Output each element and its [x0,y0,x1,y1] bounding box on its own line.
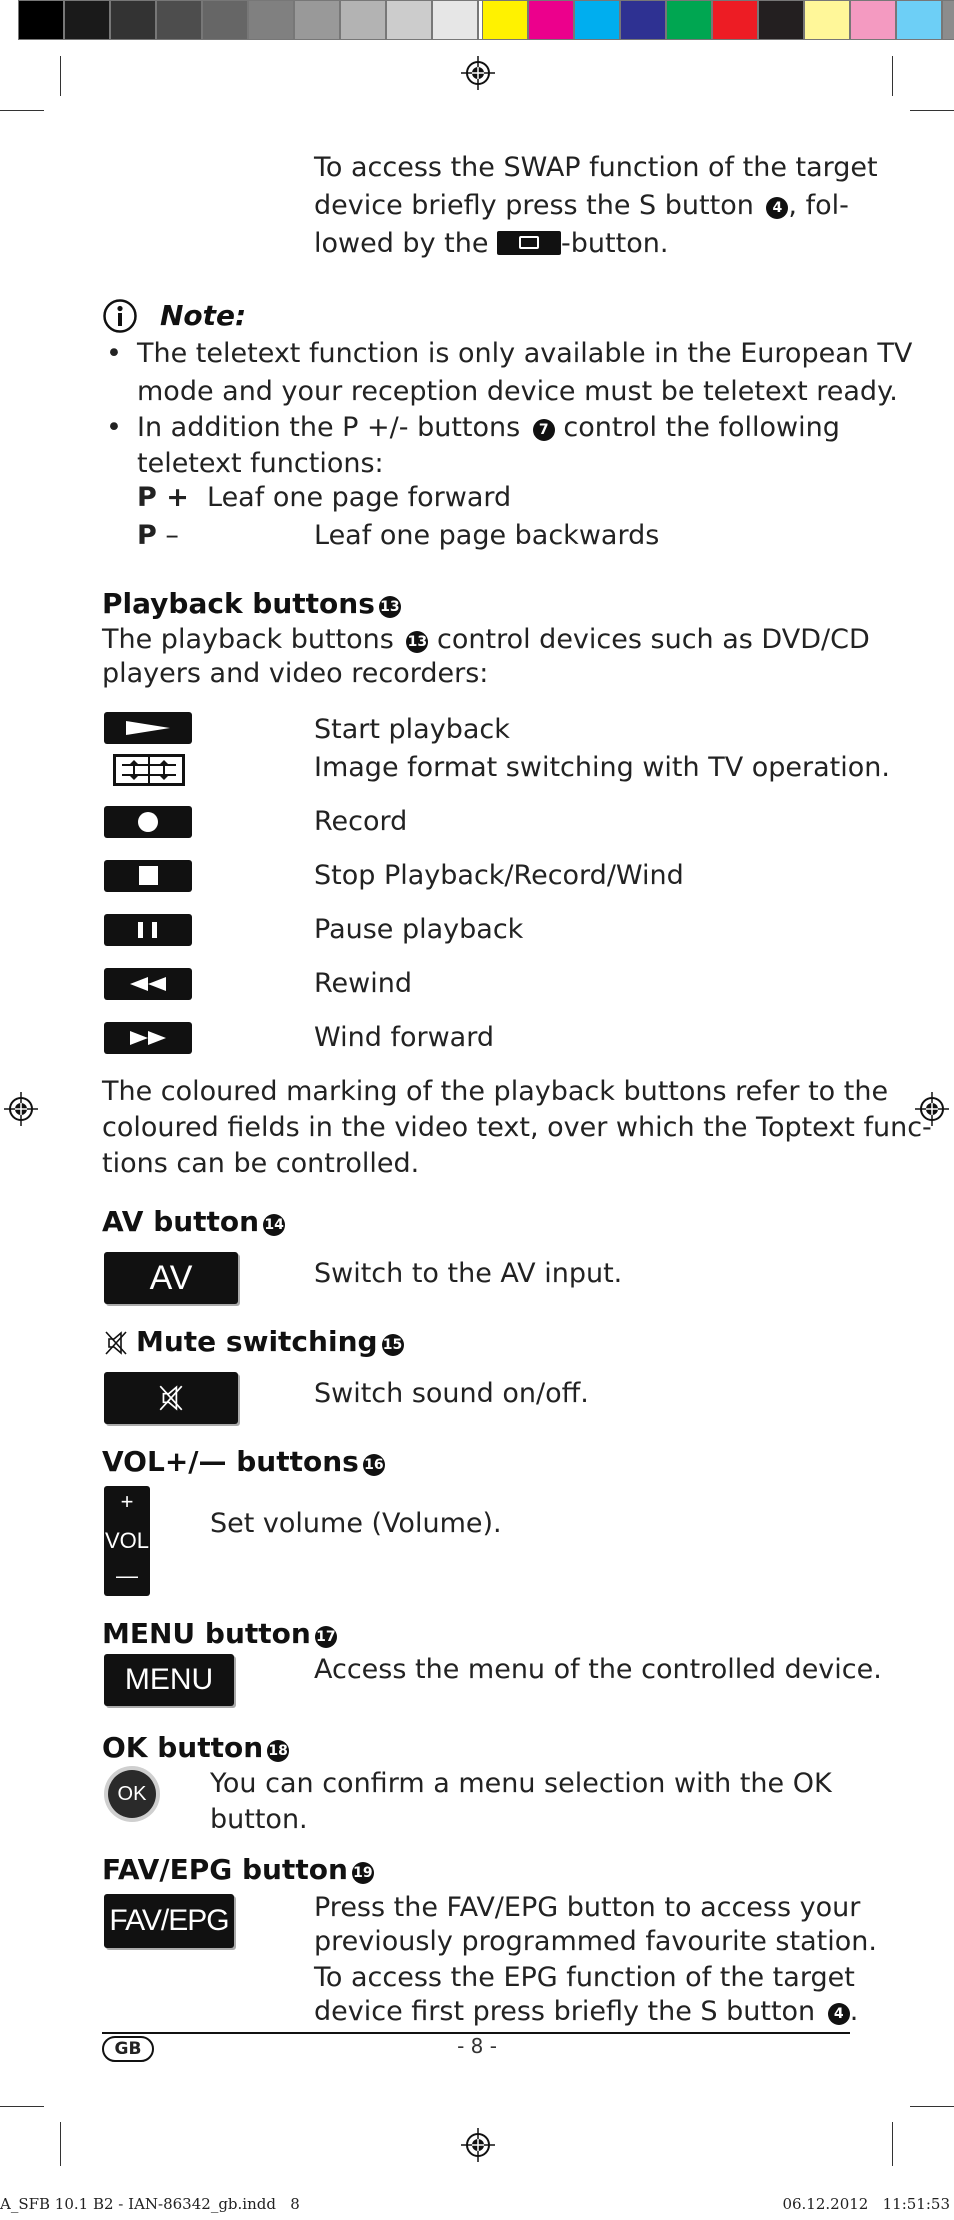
color-swatch [432,0,478,40]
vol-plus-label: + [120,1489,134,1514]
fast-forward-icon [104,1022,192,1054]
p-minus-key [137,518,179,554]
vol-label: VOL [104,1528,150,1553]
crop-mark [892,56,893,96]
gray-color-bar [18,0,524,44]
mute-heading [136,1324,404,1360]
mute-icon [158,1384,184,1412]
ref-number: 14 [263,1214,285,1236]
ref-number: 4 [766,197,788,219]
color-swatch [666,0,712,40]
p-minus-text: Leaf one page backwards [314,520,660,551]
playback-intro-text: control devices such as DVD/CD [428,624,870,655]
note-text: The teletext function is only available in the European TV [137,338,913,369]
registration-mark-icon [461,2128,495,2162]
ref-number: 13 [379,596,401,618]
fav-text-part: . [849,1996,859,2027]
page-number: - 8 - [457,2034,497,2058]
color-swatch [156,0,202,40]
bullet: • [106,338,122,369]
ok-text: button. [210,1804,308,1835]
print-datetime: 06.12.2012 11:51:53 [782,2195,950,2213]
p-plus-key: P + [137,482,189,513]
av-heading [102,1204,285,1240]
intro-text: , fol- [788,190,849,221]
ref-number: 4 [828,2003,850,2025]
intro-line [314,226,668,262]
note-text-part: control the following [554,412,840,443]
crop-mark [60,56,61,96]
mute-button [104,1372,238,1424]
menu-button [104,1654,234,1706]
note-title: Note: [160,299,247,332]
crop-mark [892,2122,893,2166]
playback-item-text: Pause playback [314,914,524,945]
registration-mark-icon [4,1092,38,1126]
menu-text: Access the menu of the controlled device. [314,1654,882,1685]
fav-text: Press the FAV/EPG button to access your [314,1892,861,1923]
process-color-bar [482,0,954,44]
registration-mark-icon [461,56,495,90]
ref-number: 13 [406,631,428,653]
color-swatch [942,0,954,40]
color-swatch [804,0,850,40]
color-swatch [574,0,620,40]
info-icon [102,298,138,334]
pause-icon [104,914,192,946]
vol-heading-text: VOL+/— buttons [102,1445,359,1478]
playback-item-text: Record [314,806,408,837]
fav-epg-button [104,1894,234,1948]
ref-number: 17 [315,1626,337,1648]
fav-text: To access the EPG function of the target [314,1962,855,1993]
intro-line [314,188,849,224]
color-swatch [758,0,804,40]
intro-text: device briefly press the S button [314,190,763,221]
playback-heading-text: Playback buttons [102,587,375,620]
p-minus-dash: – [165,520,179,551]
crop-mark [0,110,44,111]
ref-number: 18 [267,1740,289,1762]
playback-item-text: Image format switching with TV operation. [314,752,890,783]
playback-note: tions can be controlled. [102,1148,420,1179]
country-badge: GB [102,2036,154,2062]
record-icon [104,806,192,838]
playback-intro-text: The playback buttons [102,624,403,655]
crop-mark [910,2106,954,2107]
ref-number: 19 [352,1862,374,1884]
playback-item-text: Stop Playback/Record/Wind [314,860,684,891]
intro-line: To access the SWAP function of the target [314,152,878,183]
playback-item-text: Wind forward [314,1022,494,1053]
av-text: Switch to the AV input. [314,1258,623,1289]
av-button [104,1252,238,1304]
intro-text: lowed by the [314,228,498,259]
vol-button [104,1486,150,1596]
fav-text: previously programmed favourite station. [314,1926,877,1957]
color-swatch [620,0,666,40]
fav-heading-text: FAV/EPG button [102,1853,348,1886]
crop-mark [60,2122,61,2166]
color-swatch [110,0,156,40]
color-swatch [202,0,248,40]
menu-heading-text: MENU button [102,1617,311,1650]
mute-icon [104,1330,128,1356]
p-plus-text: Leaf one page forward [207,482,512,513]
ok-text: You can confirm a menu selection with the OK [210,1768,832,1799]
ok-button [104,1766,160,1822]
fav-epg-button-label: FAV/EPG [109,1904,229,1937]
color-swatch [294,0,340,40]
ref-number: 16 [363,1454,385,1476]
crop-mark [910,110,954,111]
playback-item-text: Rewind [314,968,412,999]
note-text: mode and your reception device must be teletext ready. [137,376,898,407]
playback-item-text: Start playback [314,714,510,745]
stop-icon [104,860,192,892]
note-text: teletext functions: [137,448,384,479]
file-name: A_SFB 10.1 B2 - IAN-86342_gb.indd 8 [0,2195,300,2213]
vol-minus-label: — [116,1563,138,1588]
ok-heading-text: OK button [102,1731,264,1764]
playback-intro: players and video recorders: [102,658,489,689]
menu-heading [102,1616,337,1652]
mute-text: Switch sound on/off. [314,1378,589,1409]
ref-number: 7 [533,419,555,441]
playback-note: coloured fields in the video text, over which the Toptext func- [102,1112,932,1143]
playback-intro [102,622,870,658]
fav-text [314,1994,858,2030]
image-format-icon [112,752,186,788]
rewind-icon [104,968,192,1000]
vol-heading [102,1444,385,1480]
av-heading-text: AV button [102,1205,260,1238]
play-icon [104,712,192,744]
swap-button-icon [497,231,561,255]
vol-text: Set volume (Volume). [210,1508,502,1539]
color-swatch [850,0,896,40]
menu-button-label: MENU [124,1663,214,1696]
color-swatch [896,0,942,40]
color-swatch [64,0,110,40]
note-text [137,410,840,446]
color-swatch [340,0,386,40]
color-swatch [386,0,432,40]
intro-text: -button. [561,228,669,259]
playback-note: The coloured marking of the playback buttons refer to the [102,1076,889,1107]
bullet: • [106,412,122,443]
av-button-label: AV [149,1259,193,1297]
crop-mark [0,2106,44,2107]
color-swatch [528,0,574,40]
ref-number: 15 [382,1334,404,1356]
p-minus-letter: P [137,520,157,551]
note-text-part: In addition the P +/- buttons [137,412,529,443]
playback-heading [102,586,401,622]
fav-text-part: device first press briefly the S button [314,1996,824,2027]
fav-heading [102,1852,374,1888]
ok-heading [102,1730,289,1766]
color-swatch [712,0,758,40]
color-swatch [482,0,528,40]
ok-button-label: OK [108,1770,156,1818]
mute-heading-text: Mute switching [136,1325,378,1358]
color-swatch [18,0,64,40]
color-swatch [248,0,294,40]
